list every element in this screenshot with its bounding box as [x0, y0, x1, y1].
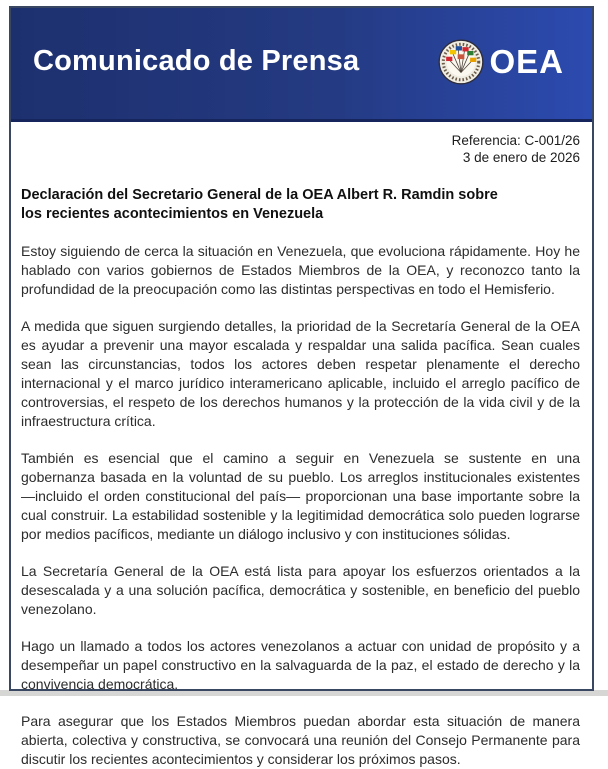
oea-logo-text: OEA — [489, 42, 564, 80]
oas-seal-icon — [438, 39, 484, 85]
reference-number: Referencia: C-001/26 — [451, 133, 580, 148]
header-band — [11, 8, 592, 122]
paragraph: Estoy siguiendo de cerca la situación en Venezuela, que evoluciona rápidamente. Hoy he hablado con varios gobiernos de Estados Miembros de la OEA, y reconozco tanto la profundidad de la preocupación como las distintas perspectivas en todo el Hemisferio. — [21, 243, 580, 297]
document-date: 3 de enero de 2026 — [462, 150, 580, 165]
paragraph: Hago un llamado a todos los actores venezolanos a actuar con unidad de propósito y a desempeñar un papel constructivo en la salvaguarda de la paz, el estado de derecho y la convivencia democrática. — [21, 638, 580, 692]
paragraph-list — [21, 242, 580, 769]
page-title: Comunicado de Prensa — [33, 45, 360, 77]
reference-block — [21, 132, 580, 166]
paragraph: También es esencial que el camino a seguir en Venezuela se sustente en una gobernanza basada en la voluntad de su pueblo. Los arreglos institucionales existentes —incluido el orden constitucional del país— proporcionan una base importante sobre la cual construir. La estabilidad sostenible y la legitimidad democrática solo pueden lograrse por medios pacíficos, mediante un diálogo inclusivo y con instituciones sólidas. — [21, 450, 580, 542]
paragraph: La Secretaría General de la OEA está lista para apoyar los esfuerzos orientados a la desescalada y a una solución pacífica, democrática y sostenible, en beneficio del pueblo venezolano. — [21, 563, 580, 617]
oea-logo — [438, 39, 564, 85]
paragraph: Para asegurar que los Estados Miembros puedan abordar esta situación de manera abierta, colectiva y constructiva, se convocará una reunión del Consejo Permanente para discutir los recientes acontecimientos y considerar los próximos pasos. — [21, 713, 580, 767]
press-release-document — [9, 6, 594, 767]
paragraph: A medida que siguen surgiendo detalles, la prioridad de la Secretaría General de la OEA es ayudar a prevenir una mayor escalada y respaldar una salida pacífica. Sean cuales sean las circunstancias, todos los actores deben respetar plenamente el derecho internacional y el marco jurídico interamericano aplicable, incluido el arreglo pacífico de controversias, el respeto de los derechos humanos y la protección de la vida civil y de la infraestructura crítica. — [21, 318, 580, 429]
document-heading: Declaración del Secretario General de la OEA Albert R. Ramdin sobre los recientes acontecimientos en Venezuela — [21, 187, 498, 222]
document-body — [11, 122, 592, 769]
